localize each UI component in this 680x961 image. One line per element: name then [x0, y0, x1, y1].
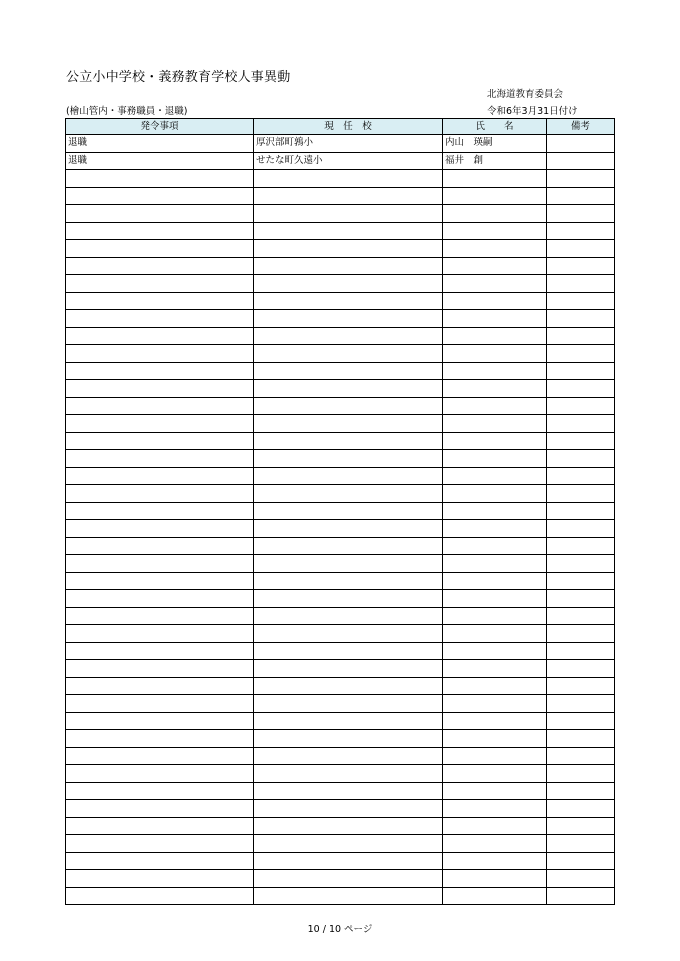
- cell-note: [547, 205, 615, 223]
- cell-note: [547, 502, 615, 520]
- cell-school: [254, 747, 443, 765]
- cell-school: [254, 712, 443, 730]
- cell-note: [547, 467, 615, 485]
- cell-school: [254, 555, 443, 573]
- cell-action: [66, 712, 254, 730]
- cell-note: [547, 415, 615, 433]
- cell-name: [443, 170, 547, 188]
- cell-note: [547, 170, 615, 188]
- cell-school: [254, 415, 443, 433]
- table-row: [66, 327, 615, 345]
- cell-note: [547, 310, 615, 328]
- cell-action: [66, 730, 254, 748]
- cell-school: [254, 397, 443, 415]
- cell-action: [66, 170, 254, 188]
- cell-note: [547, 292, 615, 310]
- cell-name: [443, 572, 547, 590]
- table-row: [66, 275, 615, 293]
- cell-action: [66, 852, 254, 870]
- table-row: [66, 625, 615, 643]
- cell-name: [443, 765, 547, 783]
- table-row: [66, 835, 615, 853]
- cell-action: [66, 765, 254, 783]
- cell-note: [547, 222, 615, 240]
- table-row: [66, 205, 615, 223]
- cell-school: [254, 765, 443, 783]
- cell-school: [254, 887, 443, 905]
- cell-name: [443, 730, 547, 748]
- cell-name: [443, 257, 547, 275]
- cell-school: [254, 607, 443, 625]
- cell-action: [66, 502, 254, 520]
- cell-school: [254, 835, 443, 853]
- cell-note: [547, 485, 615, 503]
- cell-note: [547, 625, 615, 643]
- cell-name: [443, 310, 547, 328]
- cell-school: [254, 275, 443, 293]
- table-row: [66, 292, 615, 310]
- table-row: [66, 222, 615, 240]
- table-row: [66, 537, 615, 555]
- table-row: [66, 362, 615, 380]
- table-row: [66, 572, 615, 590]
- cell-note: [547, 432, 615, 450]
- cell-school: [254, 800, 443, 818]
- table-row: [66, 607, 615, 625]
- cell-name: [443, 677, 547, 695]
- cell-school: [254, 170, 443, 188]
- cell-note: [547, 642, 615, 660]
- cell-action: [66, 415, 254, 433]
- cell-school: [254, 660, 443, 678]
- column-header-name: 氏 名: [443, 119, 547, 135]
- cell-action: [66, 520, 254, 538]
- cell-school: [254, 537, 443, 555]
- cell-note: [547, 765, 615, 783]
- cell-action: [66, 572, 254, 590]
- table-row: [66, 310, 615, 328]
- cell-action: [66, 362, 254, 380]
- cell-name: [443, 800, 547, 818]
- cell-note: [547, 747, 615, 765]
- cell-school: [254, 870, 443, 888]
- cell-action: [66, 660, 254, 678]
- cell-action: 退職: [66, 135, 254, 153]
- cell-name: [443, 415, 547, 433]
- cell-note: [547, 187, 615, 205]
- cell-school: [254, 520, 443, 538]
- cell-school: [254, 677, 443, 695]
- cell-school: 厚沢部町鶉小: [254, 135, 443, 153]
- table-row: [66, 170, 615, 188]
- cell-name: [443, 520, 547, 538]
- cell-note: [547, 152, 615, 170]
- cell-name: [443, 747, 547, 765]
- table-row: [66, 817, 615, 835]
- cell-name: [443, 625, 547, 643]
- cell-name: [443, 502, 547, 520]
- cell-action: [66, 310, 254, 328]
- table-row: [66, 660, 615, 678]
- table-row: [66, 800, 615, 818]
- cell-action: [66, 590, 254, 608]
- cell-note: [547, 590, 615, 608]
- cell-note: [547, 362, 615, 380]
- cell-note: [547, 870, 615, 888]
- page-number: 10 / 10 ページ: [307, 924, 373, 935]
- cell-action: [66, 450, 254, 468]
- cell-action: [66, 327, 254, 345]
- cell-name: [443, 380, 547, 398]
- column-header-action: 発令事項: [66, 119, 254, 135]
- table-row: [66, 467, 615, 485]
- cell-name: [443, 275, 547, 293]
- cell-school: [254, 240, 443, 258]
- cell-note: [547, 695, 615, 713]
- subtitle: (檜山管内・事務職員・退職): [66, 106, 188, 117]
- cell-action: [66, 677, 254, 695]
- cell-name: [443, 887, 547, 905]
- cell-name: [443, 660, 547, 678]
- cell-name: [443, 345, 547, 363]
- page-title: 公立小中学校・義務教育学校人事異動: [66, 70, 291, 85]
- cell-school: [254, 467, 443, 485]
- cell-school: [254, 695, 443, 713]
- cell-note: [547, 380, 615, 398]
- cell-note: [547, 852, 615, 870]
- table-row: [66, 765, 615, 783]
- cell-name: [443, 292, 547, 310]
- table-row: [66, 345, 615, 363]
- cell-school: [254, 782, 443, 800]
- cell-name: [443, 537, 547, 555]
- cell-name: 内山 瑛嗣: [443, 135, 547, 153]
- cell-action: [66, 870, 254, 888]
- cell-action: [66, 397, 254, 415]
- table-row: [66, 380, 615, 398]
- cell-school: [254, 432, 443, 450]
- cell-note: [547, 275, 615, 293]
- cell-school: [254, 380, 443, 398]
- cell-note: [547, 555, 615, 573]
- cell-note: [547, 782, 615, 800]
- column-header-note: 備考: [547, 119, 615, 135]
- cell-name: [443, 555, 547, 573]
- cell-action: [66, 205, 254, 223]
- cell-name: [443, 397, 547, 415]
- effective-date: 令和6年3月31日付け: [487, 106, 578, 117]
- cell-school: [254, 852, 443, 870]
- cell-action: [66, 537, 254, 555]
- cell-school: [254, 222, 443, 240]
- cell-school: [254, 327, 443, 345]
- cell-action: [66, 800, 254, 818]
- cell-school: [254, 625, 443, 643]
- table-row: [66, 485, 615, 503]
- cell-name: [443, 432, 547, 450]
- cell-name: [443, 870, 547, 888]
- cell-name: [443, 222, 547, 240]
- cell-school: [254, 817, 443, 835]
- issuer: 北海道教育委員会: [487, 89, 564, 100]
- table-row: [66, 887, 615, 905]
- table-row: [66, 240, 615, 258]
- table-row: [66, 712, 615, 730]
- cell-action: [66, 467, 254, 485]
- cell-school: [254, 292, 443, 310]
- cell-note: [547, 397, 615, 415]
- cell-note: [547, 835, 615, 853]
- cell-note: [547, 572, 615, 590]
- table-row: [66, 397, 615, 415]
- table-row: [66, 187, 615, 205]
- cell-note: [547, 345, 615, 363]
- table-row: [66, 782, 615, 800]
- cell-action: [66, 607, 254, 625]
- cell-school: [254, 450, 443, 468]
- cell-school: [254, 362, 443, 380]
- table-row: [66, 747, 615, 765]
- cell-action: [66, 187, 254, 205]
- cell-note: [547, 887, 615, 905]
- cell-name: [443, 205, 547, 223]
- cell-name: [443, 362, 547, 380]
- cell-name: [443, 817, 547, 835]
- cell-action: [66, 817, 254, 835]
- cell-school: [254, 502, 443, 520]
- cell-school: [254, 590, 443, 608]
- cell-name: [443, 187, 547, 205]
- cell-note: [547, 817, 615, 835]
- cell-name: [443, 852, 547, 870]
- cell-name: [443, 450, 547, 468]
- column-header-school: 現 任 校: [254, 119, 443, 135]
- cell-school: [254, 485, 443, 503]
- cell-name: [443, 327, 547, 345]
- cell-note: [547, 712, 615, 730]
- cell-note: [547, 450, 615, 468]
- table-row: [66, 257, 615, 275]
- cell-action: [66, 275, 254, 293]
- cell-action: [66, 642, 254, 660]
- cell-school: [254, 187, 443, 205]
- table-row: [66, 135, 615, 153]
- cell-action: [66, 782, 254, 800]
- cell-name: [443, 782, 547, 800]
- cell-note: [547, 327, 615, 345]
- cell-action: [66, 747, 254, 765]
- cell-action: [66, 345, 254, 363]
- cell-action: [66, 625, 254, 643]
- cell-note: [547, 730, 615, 748]
- table-row: [66, 450, 615, 468]
- cell-name: [443, 712, 547, 730]
- cell-note: [547, 800, 615, 818]
- cell-school: せたな町久遠小: [254, 152, 443, 170]
- personnel-table: [65, 118, 615, 905]
- cell-note: [547, 240, 615, 258]
- cell-note: [547, 660, 615, 678]
- cell-name: [443, 240, 547, 258]
- cell-name: [443, 485, 547, 503]
- cell-action: [66, 887, 254, 905]
- cell-action: [66, 695, 254, 713]
- cell-action: 退職: [66, 152, 254, 170]
- cell-name: [443, 695, 547, 713]
- cell-name: [443, 642, 547, 660]
- cell-note: [547, 677, 615, 695]
- table-row: [66, 677, 615, 695]
- table-body: [66, 135, 615, 905]
- cell-school: [254, 572, 443, 590]
- cell-name: [443, 467, 547, 485]
- cell-action: [66, 555, 254, 573]
- cell-action: [66, 485, 254, 503]
- cell-action: [66, 222, 254, 240]
- cell-name: [443, 607, 547, 625]
- cell-note: [547, 607, 615, 625]
- cell-school: [254, 345, 443, 363]
- cell-name: [443, 590, 547, 608]
- table-row: [66, 642, 615, 660]
- table-row: [66, 695, 615, 713]
- table-row: [66, 870, 615, 888]
- table-row: [66, 730, 615, 748]
- cell-note: [547, 520, 615, 538]
- table-row: [66, 432, 615, 450]
- table-row: [66, 502, 615, 520]
- cell-school: [254, 205, 443, 223]
- cell-note: [547, 537, 615, 555]
- cell-school: [254, 642, 443, 660]
- table-row: [66, 152, 615, 170]
- table-row: [66, 555, 615, 573]
- cell-school: [254, 730, 443, 748]
- table-row: [66, 415, 615, 433]
- cell-name: 福井 創: [443, 152, 547, 170]
- cell-action: [66, 292, 254, 310]
- cell-action: [66, 257, 254, 275]
- cell-school: [254, 310, 443, 328]
- table-header-row: [66, 119, 615, 135]
- cell-note: [547, 135, 615, 153]
- table-row: [66, 852, 615, 870]
- cell-note: [547, 257, 615, 275]
- cell-name: [443, 835, 547, 853]
- cell-action: [66, 240, 254, 258]
- cell-action: [66, 432, 254, 450]
- cell-school: [254, 257, 443, 275]
- cell-action: [66, 835, 254, 853]
- table-row: [66, 590, 615, 608]
- table-row: [66, 520, 615, 538]
- cell-action: [66, 380, 254, 398]
